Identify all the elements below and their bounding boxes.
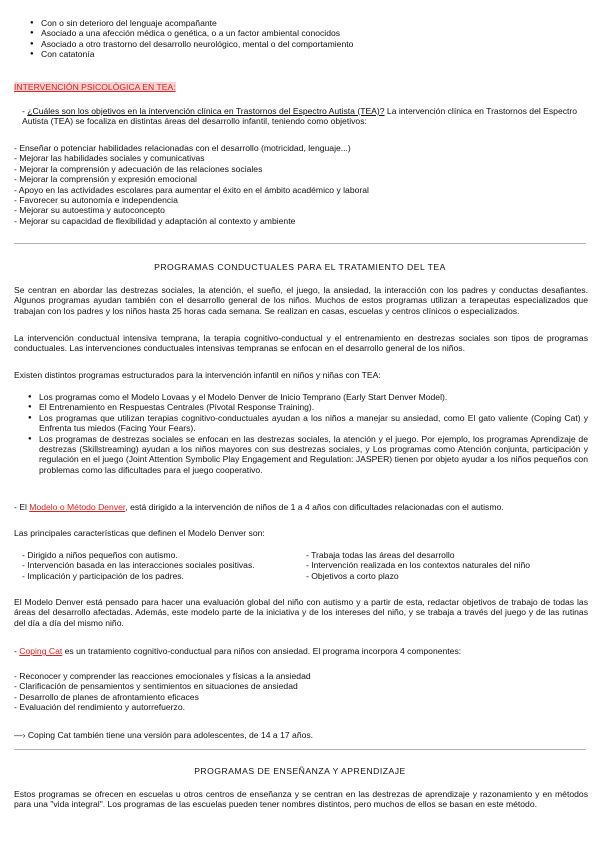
list-item: ● El Entrenamiento en Respuestas Centrales (Pivotal Response Training). xyxy=(28,402,588,412)
section-title: PROGRAMAS CONDUCTUALES PARA EL TRATAMIENTO DEL TEA xyxy=(154,262,446,272)
list-item: - Apoyo en las actividades escolares para aumentar el éxito en el ámbito académico y laboral xyxy=(14,184,369,195)
denver-features-right xyxy=(306,550,596,581)
coping-intro: - Coping Cat es un tratamiento cognitivo-conductual para niños con ansiedad. El programa incorpora 4 componentes: xyxy=(14,646,462,656)
programs-list xyxy=(28,392,588,475)
list-item: - Evaluación del rendimiento y autorrefuerzo. xyxy=(14,702,186,713)
coping-components-list xyxy=(14,671,590,713)
denver-features-left xyxy=(22,550,292,581)
intervention-heading-text: INTERVENCIÓN PSICOLÓGICA EN TEA: xyxy=(14,82,176,92)
list-item: - Mejorar su autoestima y autoconcepto xyxy=(14,205,165,216)
list-item: ● Los programas como el Modelo Lovaas y el Modelo Denver de Inicio Temprano (Early Start Denver Model). xyxy=(28,392,588,402)
paragraph: Estos programas se ofrecen en escuelas u otros centros de enseñanza y se centran en las destrezas de aprendizaje y razonamiento y en métodos para una "vida integral". Los programas de las escuelas pueden tener nombres distintos, pero muchos de ellos se basan en este método. xyxy=(14,789,588,810)
list-item: ● Con catatonía xyxy=(30,49,590,59)
list-item: - Enseñar o potenciar habilidades relacionadas con el desarrollo (motricidad, lenguaje...) xyxy=(14,143,351,153)
paragraph: Existen distintos programas estructurados para la intervención infantil en niños y niñas con TEA: xyxy=(14,370,381,380)
list-item: ● Los programas de destrezas sociales se enfocan en las destrezas sociales, la atención y el juego. Por ejemplo, los programas Aprendizaje de destrezas (Skillstreaming) ayudan a los niños mayores con sus destrezas sociales, y Los programas como Atención conjunta, participación y regulación en el juego (Joint Attention Symbolic Play Engagement and Regulation: JASPER) tienen por objeto ayudar a los niños pequeños con problemas como las dificultades para el juego cooperativo. xyxy=(28,434,588,476)
list-item: - Favorecer su autonomía e independencia xyxy=(14,194,178,205)
list-item: - Clarificación de pensamientos y sentimientos en situaciones de ansiedad xyxy=(14,681,298,692)
denver-features-intro: Las principales características que definen el Modelo Denver son: xyxy=(14,528,265,538)
list-item: ● Asociado a una afección médica o genética, o a un factor ambiental conocidos xyxy=(30,28,590,38)
paragraph: La intervención conductual intensiva temprana, la terapia cognitivo-conductual y el entrenamiento en destrezas sociales son tipos de programas conductuales. Las intervenciones conductuales intensivas tempranas se enfocan en el desarrollo general de los niños. xyxy=(14,333,588,354)
coping-note: —› Coping Cat también tiene una versión para adolescentes, de 14 a 17 años. xyxy=(14,730,314,740)
objectives-list xyxy=(14,143,590,226)
list-item: - Intervención realizada en los contextos naturales del niño xyxy=(306,560,531,571)
list-item: - Implicación y participación de los padres. xyxy=(22,570,184,581)
intervention-heading xyxy=(14,82,176,92)
list-item: - Mejorar su capacidad de flexibilidad y adaptación al contexto y ambiente xyxy=(14,215,296,226)
list-item: ● Los programas que utilizan terapias cognitivo-conductuales ayudan a los niños a manejar su ansiedad, como El gato valiente (Coping Cat) y Enfrenta tus miedos (Facing Your Fears). xyxy=(28,413,588,434)
denver-intro: - El Modelo o Método Denver, está dirigido a la intervención de niños de 1 a 4 años con dificultades relacionadas con el autismo. xyxy=(14,502,504,512)
section-divider xyxy=(14,749,586,750)
specifier-list xyxy=(30,18,590,60)
list-item: - Objetivos a corto plazo xyxy=(306,570,399,581)
list-item: - Reconocer y comprender las reacciones emocionales y físicas a la ansiedad xyxy=(14,671,311,681)
list-item: - Dirigido a niños pequeños con autismo. xyxy=(22,550,178,560)
objectives-intro-text: La intervención clínica en Trastornos del Espectro Autista (TEA) se focaliza en distintas áreas del desarrollo infantil, teniendo como objetivos: xyxy=(22,106,578,127)
list-item: - Trabaja todas las áreas del desarrollo xyxy=(306,550,455,560)
objectives-question: ¿Cuáles son los objetivos en la intervención clínica en Trastornos del Espectro Autista (TEA)? xyxy=(27,106,385,116)
denver-model-link[interactable]: Modelo o Método Denver xyxy=(29,502,126,512)
list-item: ● Con o sin deterioro del lenguaje acompañante xyxy=(30,18,590,28)
list-item: ● Asociado a otro trastorno del desarrollo neurológico, mental o del comportamiento xyxy=(30,39,590,49)
denver-paragraph: El Modelo Denver está pensado para hacer una evaluación global del niño con autismo y a partir de esta, redactar objetivos de trabajo de todas las áreas del desarrollo afectadas. Además, este modelo parte de la iniciativa y de los intereses del niño, y se trabaja a través del juego y de las rutinas del día a día del mismo niño. xyxy=(14,597,588,628)
section-title: PROGRAMAS DE ENSEÑANZA Y APRENDIZAJE xyxy=(194,766,406,776)
coping-cat-link[interactable]: Coping Cat xyxy=(19,646,63,656)
list-item: - Intervención basada en las interacciones sociales positivas. xyxy=(22,560,255,571)
list-item: - Mejorar las habilidades sociales y comunicativas xyxy=(14,153,205,164)
list-item: - Mejorar la comprensión y expresión emocional xyxy=(14,174,197,185)
list-item: - Desarrollo de planes de afrontamiento eficaces xyxy=(14,691,199,702)
section-divider xyxy=(14,243,586,244)
paragraph: Se centran en abordar las destrezas sociales, la atención, el sueño, el juego, la ansiedad, la interacción con los padres y conductas desafiantes. Algunos programas ayudan también con el desarrollo general de los niños. Muchos de estos programas utilizan a terapeutas especializados que trabajan con los padres y los niños hasta 25 horas cada semana. Se realizan en casas, escuelas y centros clínicos o especializados. xyxy=(14,285,588,316)
objectives-intro: - ¿Cuáles son los objetivos en la intervención clínica en Trastornos del Espectro Autista (TEA)? La intervención clínica en Trastornos del Espectro Autista (TEA) se focaliza en distintas áreas del desarrollo infantil, teniendo como objetivos: xyxy=(22,106,578,127)
list-item: - Mejorar la comprensión y adecuación de las relaciones sociales xyxy=(14,163,263,174)
